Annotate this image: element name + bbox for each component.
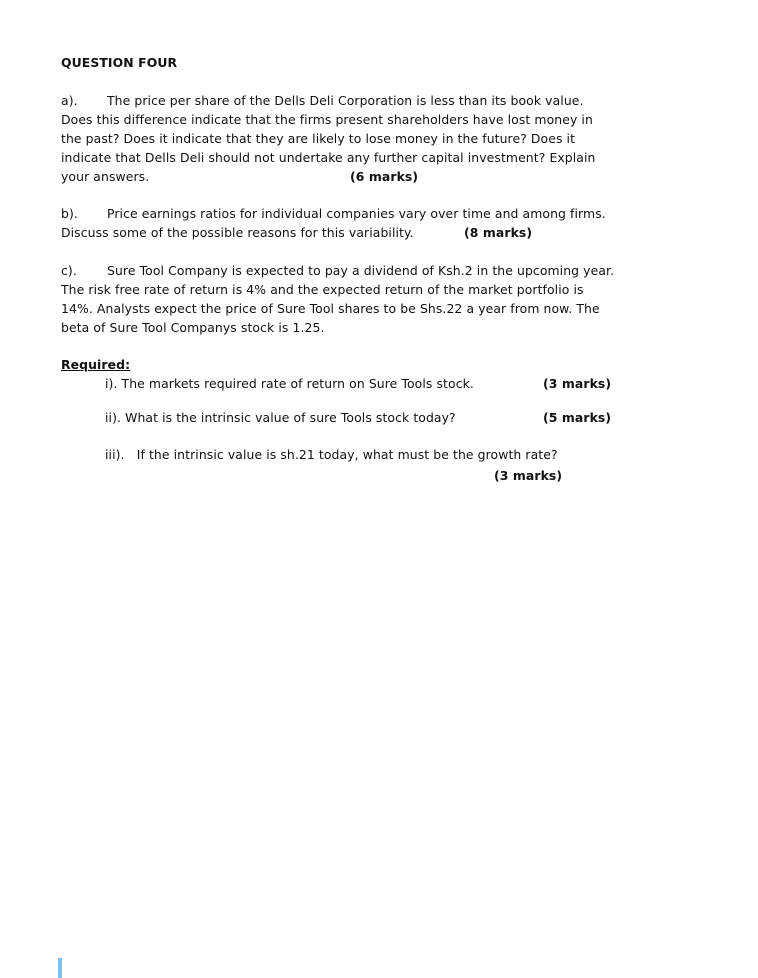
- part-a-line: The price per share of the Dells Deli Corporation is less than its book value.: [107, 93, 584, 108]
- part-a-marks: (6 marks): [350, 169, 419, 184]
- page-edge-marker: [58, 958, 62, 978]
- part-c-line: beta of Sure Tool Companys stock is 1.25.: [61, 320, 325, 335]
- part-c-line: Sure Tool Company is expected to pay a dividend of Ksh.2 in the upcoming year.: [107, 263, 615, 278]
- part-a-line: indicate that Dells Deli should not undertake any further capital investment? Explain: [61, 150, 596, 165]
- part-b-marks: (8 marks): [464, 225, 533, 240]
- part-c-line: The risk free rate of return is 4% and the expected return of the market portfolio is: [61, 282, 584, 297]
- required-item-marks: (3 marks): [543, 376, 612, 391]
- required-item-marks: (5 marks): [543, 410, 612, 425]
- required-item: iii). If the intrinsic value is sh.21 today, what must be the growth rate?: [105, 447, 558, 462]
- required-item-marks: (3 marks): [494, 468, 563, 483]
- required-item: ii). What is the intrinsic value of sure Tools stock today?: [105, 410, 456, 425]
- part-a-line: the past? Does it indicate that they are likely to lose money in the future? Does it: [61, 131, 576, 146]
- part-a-line: Does this difference indicate that the firms present shareholders have lost money in: [61, 112, 593, 127]
- question-title: QUESTION FOUR: [61, 55, 178, 70]
- part-c-label: c).: [61, 263, 77, 278]
- part-b-line: Price earnings ratios for individual companies vary over time and among firms.: [107, 206, 606, 221]
- required-heading: Required:: [61, 357, 131, 372]
- part-b-line: Discuss some of the possible reasons for this variability.: [61, 225, 414, 240]
- required-item: i). The markets required rate of return on Sure Tools stock.: [105, 376, 474, 391]
- part-c-line: 14%. Analysts expect the price of Sure Tool shares to be Shs.22 a year from now. The: [61, 301, 600, 316]
- part-b-label: b).: [61, 206, 78, 221]
- part-a-label: a).: [61, 93, 78, 108]
- part-a-line: your answers.: [61, 169, 150, 184]
